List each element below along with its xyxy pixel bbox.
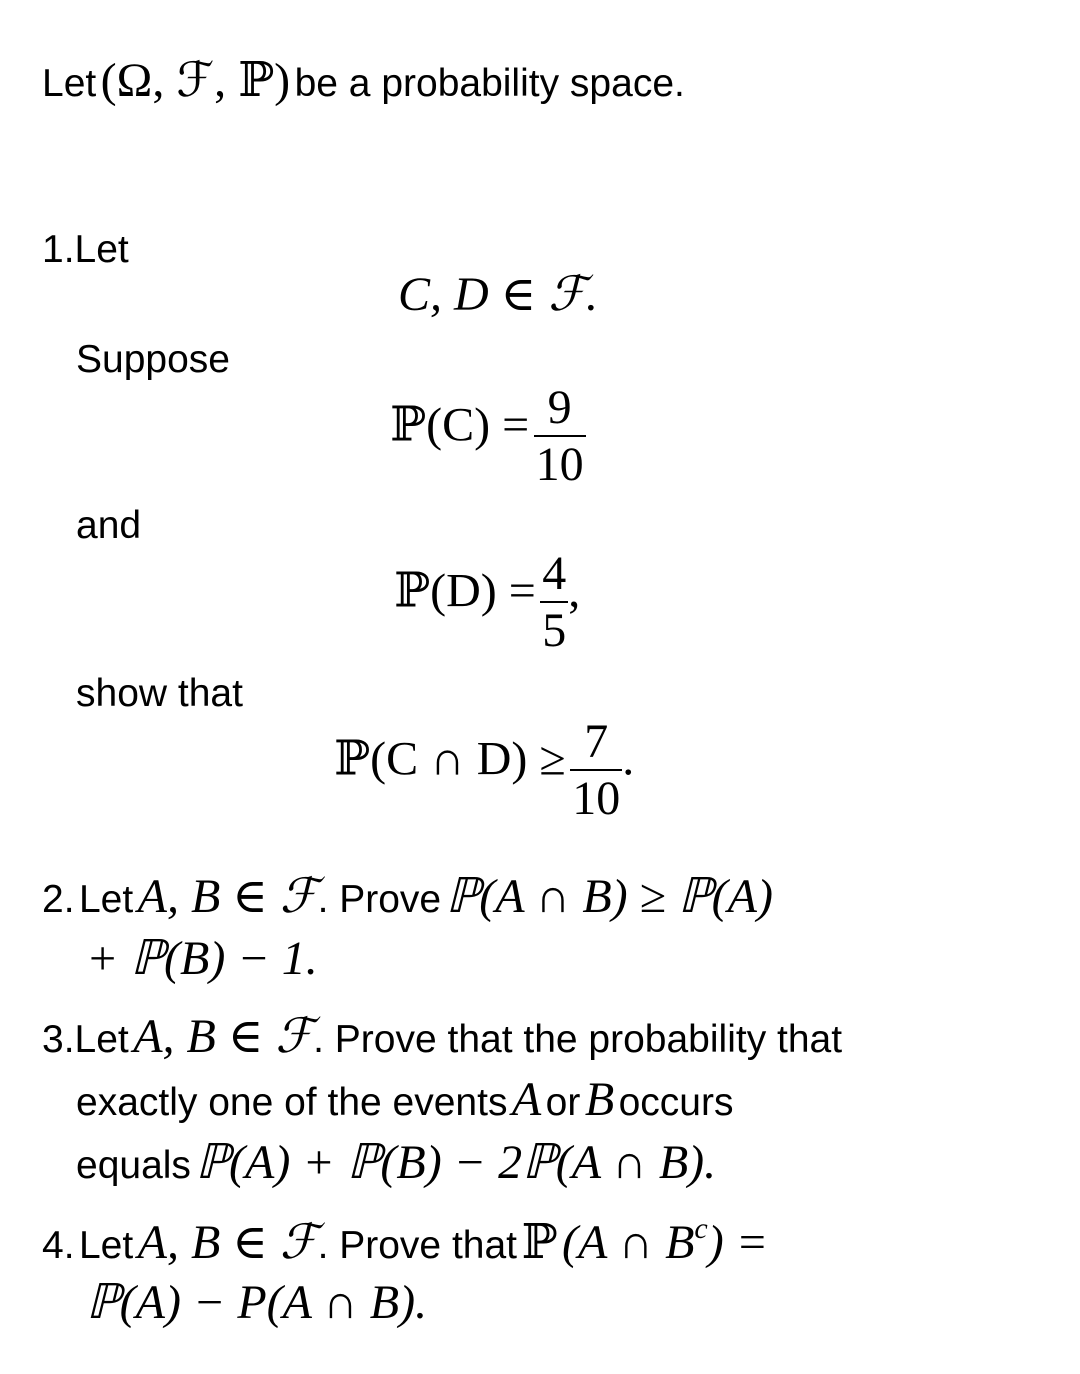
problem4-lhs-p: ℙ [521, 1216, 558, 1269]
problem1-show-that: show that [76, 672, 243, 715]
problem1-pc-lhs: ℙ(C) = [390, 398, 530, 452]
problem2-prove: . Prove [317, 878, 442, 921]
problem3-or: or [545, 1081, 581, 1124]
problem4-lhs-inner: (A ∩ B [562, 1216, 695, 1269]
problem1-pd-lhs: ℙ(D) = [394, 564, 536, 618]
problem4-lhs-sup: c [694, 1212, 708, 1245]
intro-text-before: Let [42, 62, 97, 105]
problem4-line1 [42, 1212, 768, 1270]
problem1-pc-equation [390, 380, 586, 492]
problem3-formula: ℙ(A) + ℙ(B) − 2ℙ(A ∩ B). [195, 1136, 717, 1189]
problem4-rhs: ℙ(A) − P(A ∩ B). [86, 1276, 428, 1329]
problem1-and: and [76, 504, 142, 547]
problem4-sets: A, B ∈ ℱ [137, 1216, 318, 1269]
problem1-pc-numerator: 9 [534, 380, 586, 437]
problem3-line1 [42, 1008, 842, 1064]
problem1-suppose: Suppose [76, 338, 230, 381]
problem4-prove: . Prove that [317, 1224, 517, 1267]
problem1-pd-tail: , [568, 564, 581, 618]
problem3-let: Let [74, 1018, 129, 1061]
problem4-number: 4. [42, 1224, 75, 1267]
problem1-pd-fraction [540, 546, 568, 658]
problem1-heading [42, 228, 129, 272]
problem3-sets: A, B ∈ ℱ [133, 1010, 314, 1063]
problem1-let: Let [74, 228, 129, 271]
problem2-inequality: ℙ(A ∩ B) ≥ ℙ(A) [445, 870, 773, 923]
problem2-let: Let [78, 878, 134, 921]
problem2-sets: A, B ∈ ℱ [137, 870, 318, 923]
problem1-pcd-inequality [334, 714, 634, 826]
problem3-event-b: B [584, 1073, 615, 1126]
problem3-line1-rest: . Prove that the probability that [313, 1018, 843, 1061]
intro-text-after: be a probability space. [294, 62, 685, 105]
problem3-event-a: A [511, 1073, 542, 1126]
problem1-sets: C, D ∈ ℱ. [398, 268, 598, 321]
problem2-inequality-continued: + ℙ(B) − 1. [86, 932, 318, 985]
problem3-line3 [76, 1134, 716, 1190]
problem1-pcd-lhs: ℙ(C ∩ D) ≥ [334, 732, 566, 786]
problem2-number: 2. [42, 878, 75, 921]
problem1-number: 1. [42, 228, 75, 271]
intro-math: (Ω, ℱ, ℙ) [100, 54, 291, 107]
problem1-pc-fraction [534, 380, 586, 492]
problem4-let: Let [78, 1224, 134, 1267]
problem1-pd-equation [394, 546, 580, 658]
problem2-line1 [42, 868, 773, 924]
problem1-pd-denominator: 5 [542, 604, 567, 658]
problem4-lhs-close: ) = [707, 1216, 769, 1269]
problem1-pcd-tail: . [622, 732, 635, 786]
problem3-line2 [76, 1072, 733, 1127]
problem3-equals: equals [76, 1144, 191, 1187]
problem3-line2-text: exactly one of the events [76, 1081, 508, 1124]
problem1-pd-numerator: 4 [540, 546, 568, 603]
problem1-pc-denominator: 10 [535, 438, 584, 492]
problem1-pcd-denominator: 10 [572, 772, 621, 826]
problem1-pcd-numerator: 7 [570, 714, 622, 771]
problem1-pcd-fraction [570, 714, 622, 826]
problem3-occurs: occurs [618, 1081, 734, 1124]
problem3-number: 3. [42, 1018, 75, 1061]
intro-line [42, 52, 685, 108]
